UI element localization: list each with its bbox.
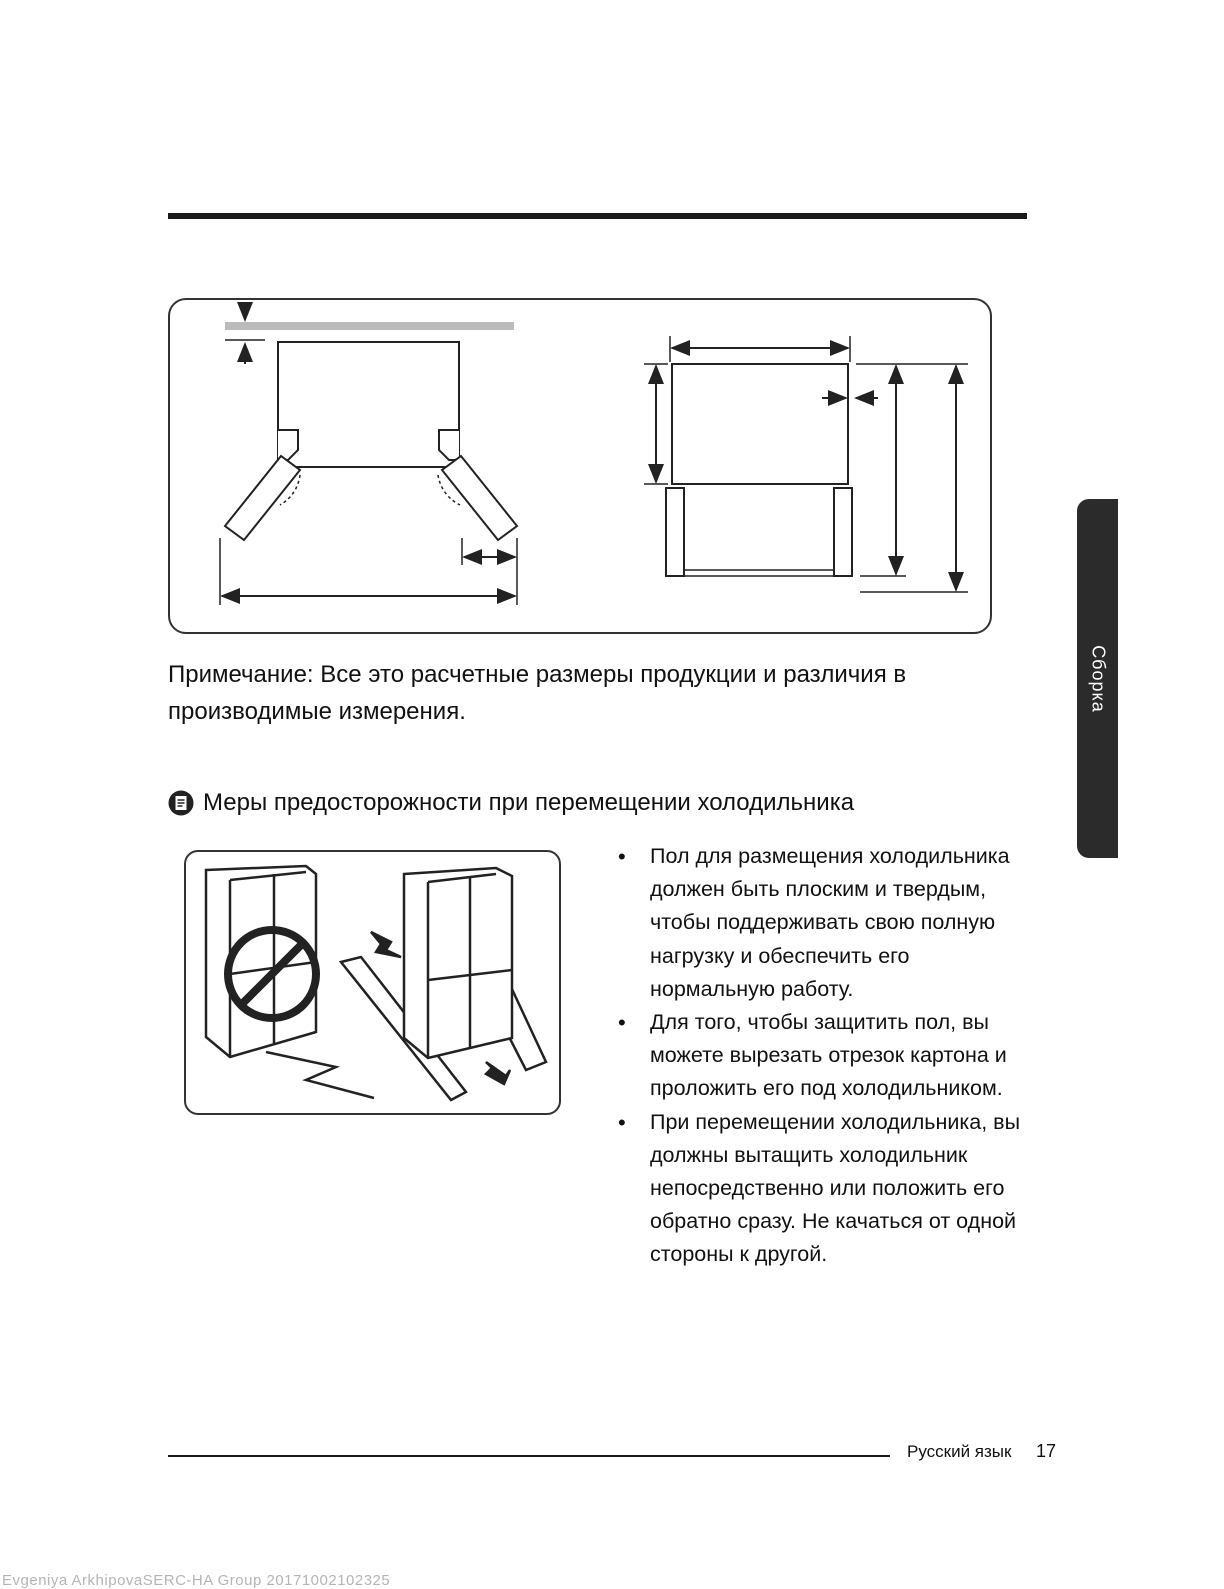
section-title: Меры предосторожности при перемещении холодильника — [203, 789, 855, 816]
note-icon — [168, 790, 194, 816]
footer-language: Русский язык — [907, 1442, 1012, 1461]
precautions-list — [615, 840, 1035, 1272]
top-view-doors-open-diagram — [220, 308, 517, 605]
list-item: • При перемещении холодильника, вы должны вытащить холодильник непосредственно или положить его обратно сразу. Не качаться от одной стороны к другой. — [615, 1106, 1035, 1272]
moving-illustration-frame — [184, 850, 561, 1115]
side-tab-label: Сборка — [1088, 644, 1108, 713]
bottom-rule — [168, 1455, 890, 1457]
section-side-tab — [1077, 499, 1118, 858]
note-text: Примечание: Все это расчетные размеры продукции и различия в производимые измерения. — [168, 661, 907, 725]
front-view-dimensions-diagram — [644, 336, 968, 592]
top-rule — [168, 213, 1027, 219]
refrigerator-on-cardboard-illustration — [341, 868, 546, 1100]
list-item: • Пол для размещения холодильника должен быть плоским и твердым, чтобы поддерживать свою полную нагрузку и обеспечить его нормальную работу. — [615, 840, 1035, 1006]
refrigerator-no-tilt-illustration — [206, 866, 374, 1098]
section-heading — [168, 788, 854, 818]
footer-stamp: Evgeniya ArkhipovaSERC-HA Group 20171002102325 — [2, 1572, 391, 1589]
list-item: • Для того, чтобы защитить пол, вы можете вырезать отрезок картона и проложить его под холодильником. — [615, 1006, 1035, 1106]
page-number: 17 — [1036, 1441, 1057, 1461]
dimension-diagram-frame — [168, 298, 992, 634]
